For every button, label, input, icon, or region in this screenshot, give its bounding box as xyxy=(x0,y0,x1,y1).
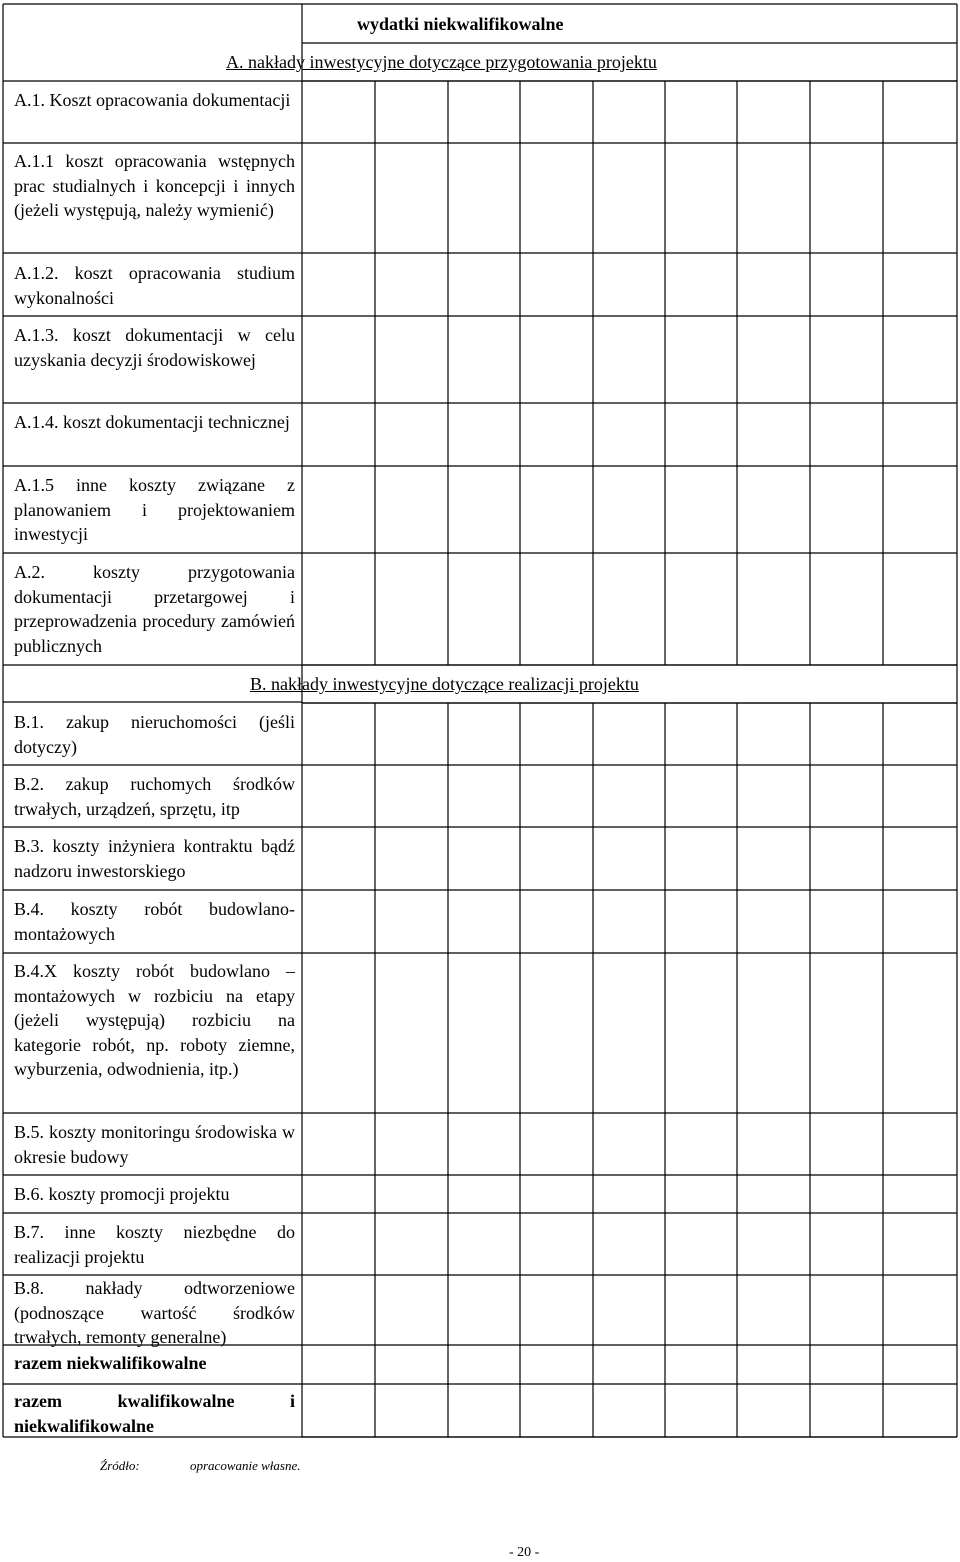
row-a1-label: A.1. Koszt opracowania dokumentacji xyxy=(14,90,291,110)
row-b8-label: B.8. nakłady odtworzeniowe (podnoszące wartość środków trwałych, remonty generalne) xyxy=(14,1278,295,1348)
section-b-header: B. nakłady inwestycyjne dotyczące realizacji projektu xyxy=(250,674,639,694)
row-b4x-label: B.4.X koszty robót budowlano – montażowych w rozbiciu na etapy (jeżeli występują) rozbiciu na kategorie robót, np. roboty ziemne, wyburzenia, odwodnienia, itp.) xyxy=(14,961,295,1080)
row-a2-label: A.2. koszty przygotowania dokumentacji przetargowej i przeprowadzenia procedury zamówień publicznych xyxy=(14,562,295,656)
header-non-eligible: wydatki niekwalifikowalne xyxy=(357,14,564,34)
total-non-eligible-label: razem niekwalifikowalne xyxy=(14,1353,207,1373)
source-label: Źródło: xyxy=(100,1458,140,1473)
row-b6-label: B.6. koszty promocji projektu xyxy=(14,1184,230,1204)
total-all-label: razem kwalifikowalne i niekwalifikowalne xyxy=(14,1391,295,1436)
page-number: - 20 - xyxy=(509,1545,540,1560)
row-b2-label: B.2. zakup ruchomych środków trwałych, urządzeń, sprzętu, itp xyxy=(14,774,295,819)
row-b5-label: B.5. koszty monitoringu środowiska w okresie budowy xyxy=(14,1122,295,1167)
row-b4-label: B.4. koszty robót budowlano-montażowych xyxy=(14,899,295,944)
row-a15-label: A.1.5 inne koszty związane z planowaniem i projektowaniem inwestycji xyxy=(14,475,295,545)
row-a11-label: A.1.1 koszt opracowania wstępnych prac studialnych i koncepcji i innych (jeżeli występują, należy wymienić) xyxy=(14,151,295,221)
row-b3-label: B.3. koszty inżyniera kontraktu bądź nadzoru inwestorskiego xyxy=(14,836,295,881)
source-text: opracowanie własne. xyxy=(190,1458,301,1473)
row-b1-label: B.1. zakup nieruchomości (jeśli dotyczy) xyxy=(14,712,295,757)
row-a13-label: A.1.3. koszt dokumentacji w celu uzyskania decyzji środowiskowej xyxy=(14,325,295,370)
row-a14-label: A.1.4. koszt dokumentacji technicznej xyxy=(14,412,290,432)
section-a-header: A. nakłady inwestycyjne dotyczące przygotowania projektu xyxy=(226,52,657,72)
row-a12-label: A.1.2. koszt opracowania studium wykonalności xyxy=(14,263,295,308)
row-b7-label: B.7. inne koszty niezbędne do realizacji projektu xyxy=(14,1222,295,1267)
